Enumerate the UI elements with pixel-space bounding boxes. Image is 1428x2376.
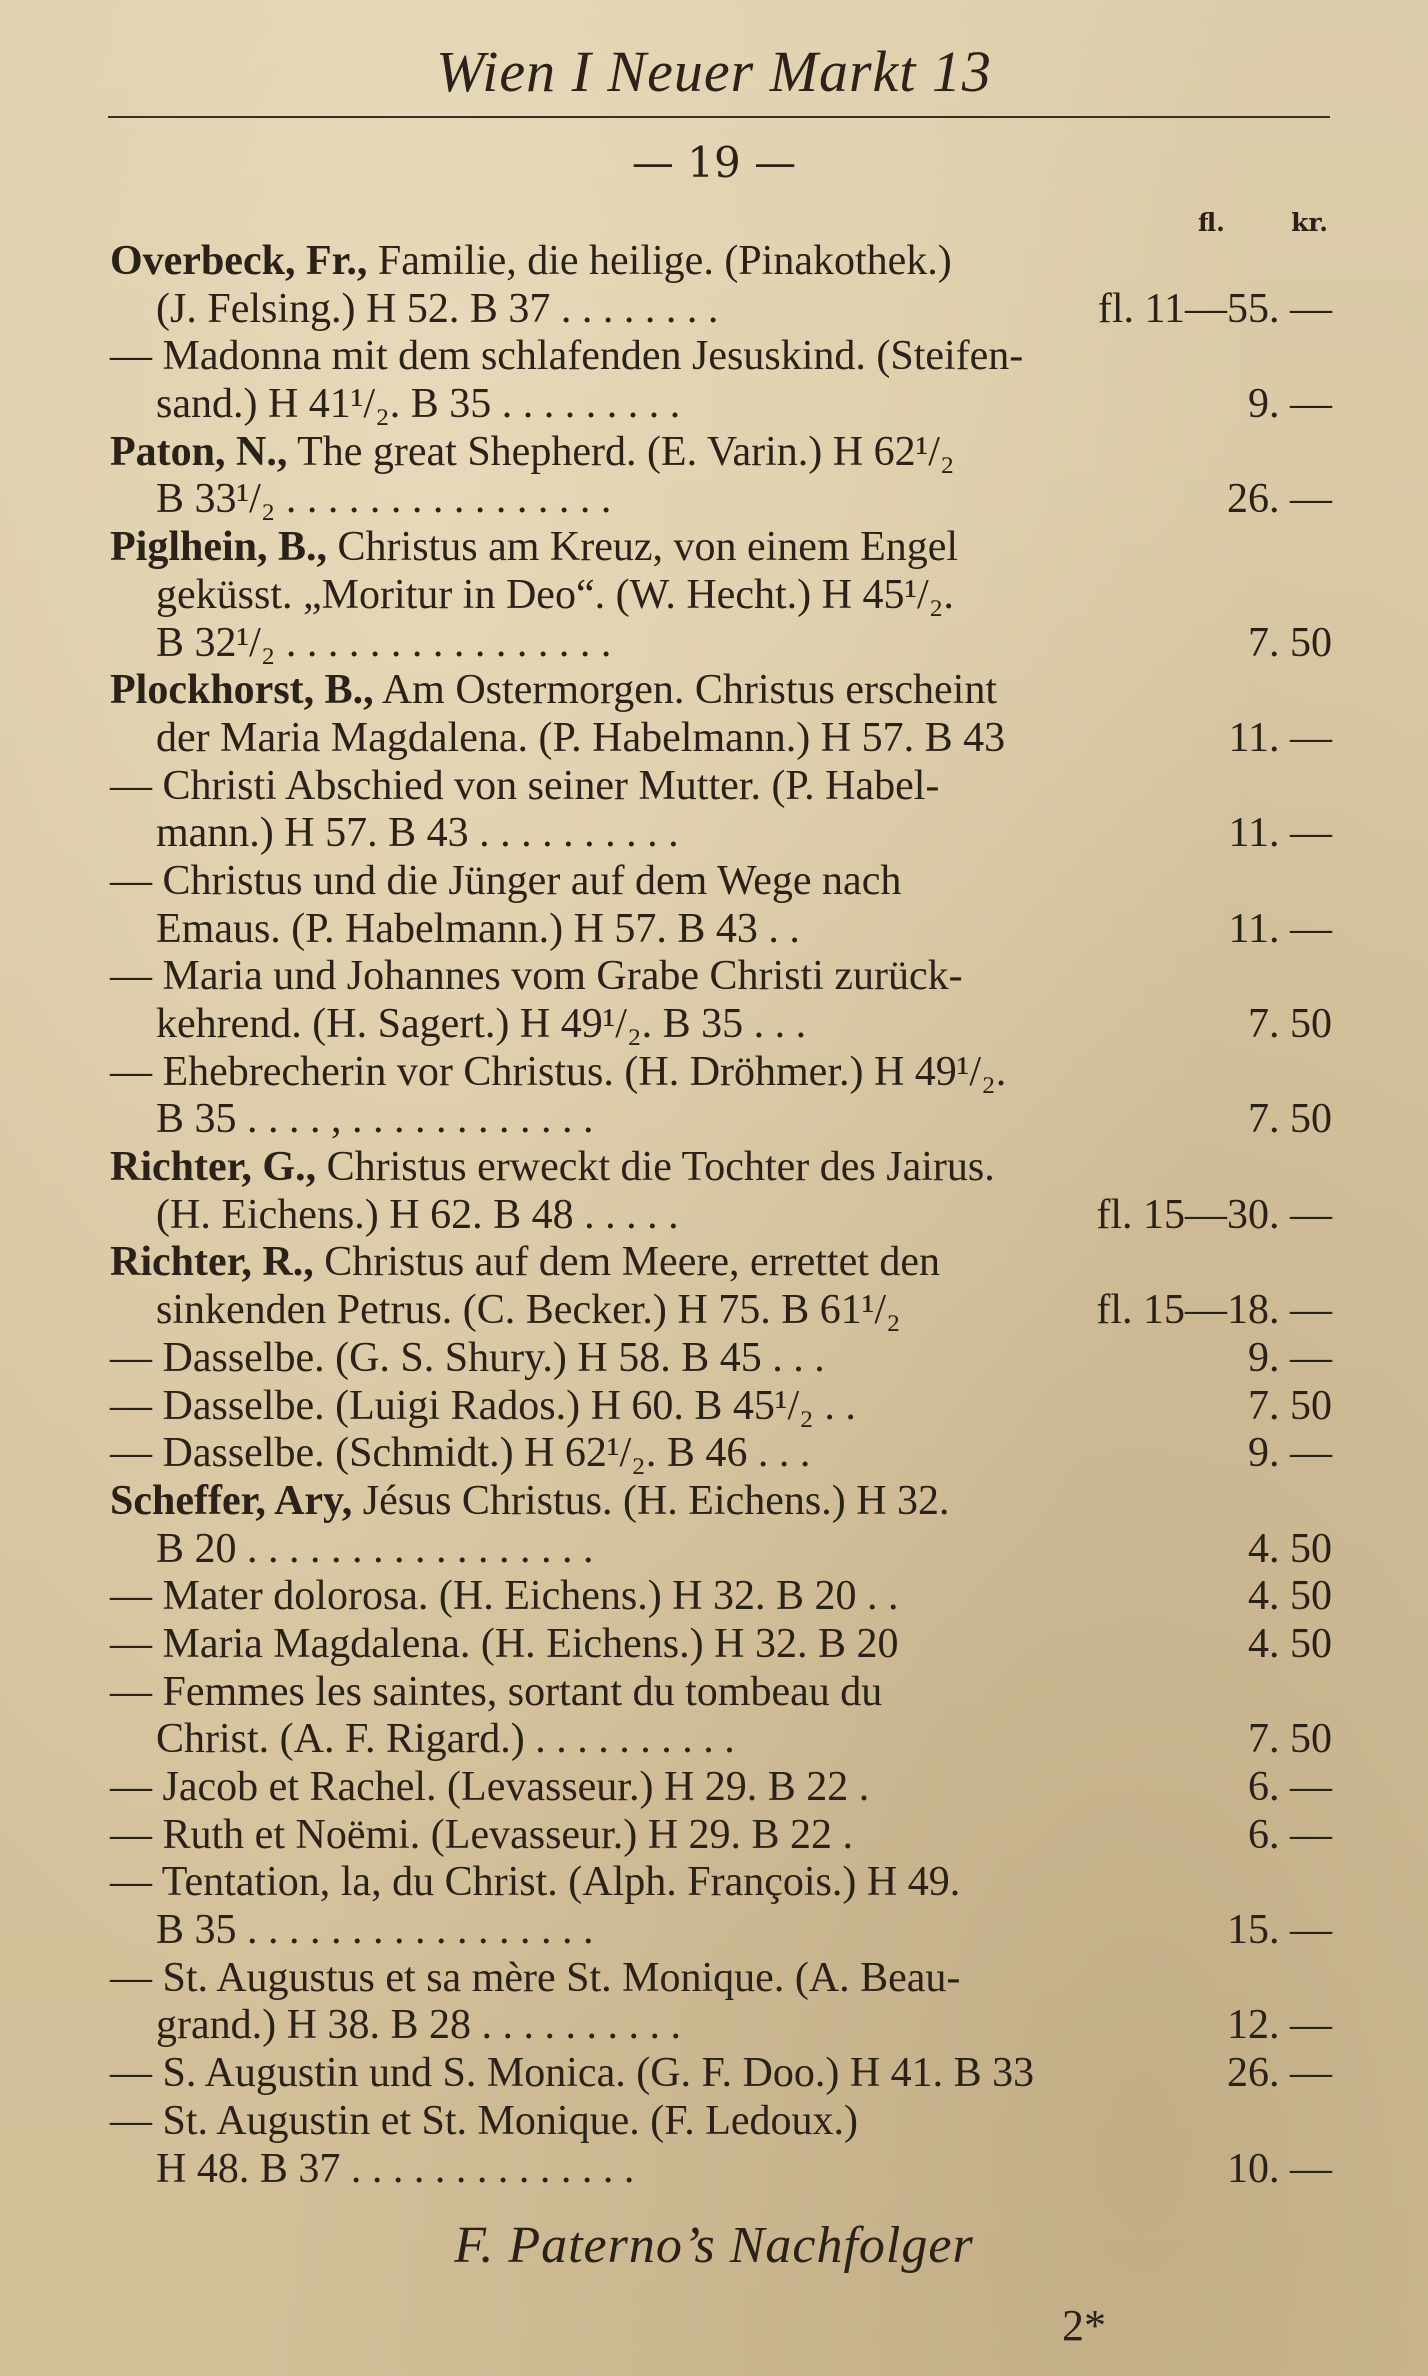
entry-title: — Dasselbe. (G. S. Shury.) H 58. B 45 . . . <box>110 1334 825 1381</box>
entry-text <box>110 763 939 811</box>
entry-text <box>110 1383 856 1431</box>
entry-price: 7. 50 <box>1248 619 1332 666</box>
entry-title: B 32¹/₂ . . . . . . . . . . . . . . . . <box>156 619 612 666</box>
catalog-line <box>110 1383 1332 1431</box>
entry-title: Am Ostermorgen. Christus erscheint <box>373 667 997 714</box>
entry-text <box>110 953 963 1001</box>
entry-text <box>156 1287 901 1335</box>
catalog-line <box>110 953 1332 1001</box>
catalog-line <box>110 667 1332 715</box>
entry-text <box>110 1955 960 2003</box>
entry-text <box>156 1192 679 1240</box>
catalog-line <box>110 476 1332 524</box>
catalog-line <box>110 238 1332 286</box>
catalog-line <box>110 1859 1332 1907</box>
entry-text <box>110 1144 995 1192</box>
entry-title: — Christus und die Jünger auf dem Wege nach <box>110 857 902 904</box>
catalog-line <box>110 620 1332 668</box>
entry-text <box>110 1764 869 1812</box>
entry-text <box>156 572 954 620</box>
entry-price: 6. — <box>1248 1764 1332 1810</box>
entry-title: B 35 . . . . . . . . . . . . . . . . . <box>156 1907 594 1954</box>
catalog-line <box>110 429 1332 477</box>
entry-title: — Jacob et Rachel. (Levasseur.) H 29. B 22 . <box>110 1764 870 1810</box>
entry-title: — Mater dolorosa. (H. Eichens.) H 32. B 20 . . <box>110 1573 899 1620</box>
catalog-line <box>110 1812 1332 1860</box>
catalog-line <box>110 1669 1332 1717</box>
entry-price: 26. — <box>1227 2050 1332 2097</box>
entry-price: 11. — <box>1228 905 1332 952</box>
entry-title: — Ruth et Noëmi. (Levasseur.) H 29. B 22 . <box>110 1811 854 1858</box>
signature-mark: 2* <box>1062 2301 1106 2350</box>
catalog-line <box>110 1478 1332 1526</box>
entry-text <box>110 1812 853 1860</box>
entry-title: Christus auf dem Meere, errettet den <box>313 1239 941 1286</box>
catalog-line <box>110 1621 1332 1669</box>
catalog-line <box>110 763 1332 811</box>
catalog-line <box>110 858 1332 906</box>
artist-name: Overbeck, Fr., <box>110 238 368 284</box>
entry-text <box>110 1335 825 1383</box>
entry-title: B 35 . . . . , . . . . . . . . . . . . <box>156 1096 594 1143</box>
entry-title: — St. Augustin et St. Monique. (F. Ledoux.) <box>110 2097 858 2144</box>
catalog-list <box>110 238 1332 2193</box>
entry-text <box>156 1001 806 1049</box>
catalog-line <box>110 715 1332 763</box>
entry-text <box>110 1478 950 1526</box>
entry-title: H 48. B 37 . . . . . . . . . . . . . . <box>156 2145 635 2192</box>
entry-price: fl. 11—55. — <box>1097 285 1332 332</box>
entry-title: Familie, die heilige. (Pinakothek.) <box>367 238 952 284</box>
entry-text <box>110 2050 1034 2098</box>
catalog-line <box>110 1287 1332 1335</box>
entry-text <box>110 667 997 715</box>
entry-text <box>110 1430 810 1478</box>
artist-name: Scheffer, Ary, <box>110 1477 353 1524</box>
catalog-line <box>110 1049 1332 1097</box>
catalog-line <box>110 2146 1332 2194</box>
catalog-line <box>110 1573 1332 1621</box>
entry-price: 4. 50 <box>1248 1573 1332 1620</box>
artist-name: Plockhorst, B., <box>110 667 374 714</box>
catalog-line <box>110 1192 1332 1240</box>
entry-price: 7. 50 <box>1248 1716 1332 1763</box>
catalog-line <box>110 1716 1332 1764</box>
catalog-line <box>110 1526 1332 1574</box>
entry-title: — Madonna mit dem schlafenden Jesuskind. (Steifen- <box>110 333 1024 380</box>
catalog-line <box>110 1335 1332 1383</box>
catalog-line <box>110 333 1332 381</box>
catalog-line <box>110 1430 1332 1478</box>
entry-text <box>110 858 901 906</box>
entry-title: (J. Felsing.) H 52. B 37 . . . . . . . . <box>156 285 719 332</box>
entry-title: mann.) H 57. B 43 . . . . . . . . . . <box>156 810 679 857</box>
entry-text <box>156 1716 735 1764</box>
entry-title: Jésus Christus. (H. Eichens.) H 32. <box>352 1477 950 1524</box>
entry-text <box>156 1096 594 1144</box>
entry-text <box>156 286 718 334</box>
page-number: — 19 — <box>631 138 797 187</box>
entry-price: 6. — <box>1248 1811 1332 1858</box>
entry-text <box>156 620 611 668</box>
entry-price: 4. 50 <box>1248 1525 1332 1572</box>
entry-text <box>156 715 1005 763</box>
entry-title: — St. Augustus et sa mère St. Monique. (A. Beau- <box>110 1954 961 2001</box>
entry-price: 9. — <box>1248 381 1332 428</box>
entry-text <box>110 524 958 572</box>
entry-title: grand.) H 38. B 28 . . . . . . . . . . <box>156 2002 681 2049</box>
artist-name: Piglhein, B., <box>110 524 328 571</box>
entry-text <box>110 1573 899 1621</box>
entry-price: 26. — <box>1227 476 1332 523</box>
entry-text <box>156 906 800 954</box>
catalog-line <box>110 1955 1332 2003</box>
entry-price: 4. 50 <box>1248 1620 1332 1667</box>
catalog-line <box>110 2098 1332 2146</box>
entry-title: — Maria Magdalena. (H. Eichens.) H 32. B 20 <box>110 1620 899 1667</box>
entry-title: B 33¹/₂ . . . . . . . . . . . . . . . . <box>156 476 612 523</box>
catalog-line <box>110 286 1332 334</box>
entry-title: — Dasselbe. (Schmidt.) H 62¹/₂. B 46 . . . <box>110 1430 811 1477</box>
entry-title: sinkenden Petrus. (C. Becker.) H 75. B 61¹/₂ <box>156 1287 901 1334</box>
entry-title: Emaus. (P. Habelmann.) H 57. B 43 . . <box>156 905 800 952</box>
entry-title: Christus erweckt die Tochter des Jairus. <box>316 1144 995 1191</box>
catalog-line <box>110 572 1332 620</box>
entry-title: — Christi Abschied von seiner Mutter. (P. Habel- <box>110 762 940 809</box>
entry-text <box>156 1907 594 1955</box>
entry-price: 11. — <box>1228 714 1332 761</box>
entry-price: 12. — <box>1227 2002 1332 2049</box>
entry-text <box>110 238 952 286</box>
entry-text <box>110 1049 1006 1097</box>
entry-text <box>110 2098 858 2146</box>
entry-price: 7. 50 <box>1248 1382 1332 1429</box>
entry-text <box>156 476 611 524</box>
entry-price: 10. — <box>1227 2145 1332 2192</box>
entry-price: 11. — <box>1228 810 1332 857</box>
catalog-line <box>110 2050 1332 2098</box>
catalog-line <box>110 524 1332 572</box>
entry-text <box>110 1239 940 1287</box>
catalog-line <box>110 1096 1332 1144</box>
entry-text <box>110 429 955 477</box>
entry-title: geküsst. „Moritur in Deo“. (W. Hecht.) H 45¹/₂. <box>156 571 954 618</box>
entry-title: — Femmes les saintes, sortant du tombeau du <box>110 1668 883 1715</box>
catalog-line <box>110 1144 1332 1192</box>
catalog-line <box>110 1239 1332 1287</box>
entry-title: Christ. (A. F. Rigard.) . . . . . . . . . . <box>156 1716 735 1763</box>
entry-title: — Dasselbe. (Luigi Rados.) H 60. B 45¹/₂ . . <box>110 1382 856 1429</box>
entry-title: (H. Eichens.) H 62. B 48 . . . . . <box>156 1191 679 1238</box>
page-header: Wien I Neuer Markt 13 <box>436 39 992 104</box>
entry-price: 9. — <box>1248 1334 1332 1381</box>
entry-text <box>110 333 1023 381</box>
catalog-line <box>110 906 1332 954</box>
entry-price: fl. 15—30. — <box>1096 1191 1332 1238</box>
entry-text <box>156 2002 681 2050</box>
artist-name: Paton, N., <box>110 428 288 475</box>
entry-title: kehrend. (H. Sagert.) H 49¹/₂. B 35 . . . <box>156 1001 807 1047</box>
artist-name: Richter, G., <box>110 1144 317 1191</box>
entry-title: — Tentation, la, du Christ. (Alph. François.) H 49. <box>110 1859 961 1906</box>
entry-price: 15. — <box>1227 1907 1332 1954</box>
catalog-line <box>110 1764 1332 1812</box>
entry-title: — Maria und Johannes vom Grabe Christi zurück- <box>110 953 963 1000</box>
artist-name: Richter, R., <box>110 1239 314 1286</box>
header-rule <box>108 116 1330 118</box>
entry-title: der Maria Magdalena. (P. Habelmann.) H 57. B 43 <box>156 714 1006 761</box>
entry-price: 7. 50 <box>1248 1096 1332 1143</box>
catalog-line <box>110 1001 1332 1049</box>
entry-text <box>156 381 680 429</box>
publisher-footer: F. Paterno’s Nachfolger <box>454 2217 974 2274</box>
entry-price: fl. 15—18. — <box>1096 1287 1332 1334</box>
entry-text <box>110 1669 882 1717</box>
catalog-line <box>110 1907 1332 1955</box>
catalog-line <box>110 381 1332 429</box>
entry-title: Christus am Kreuz, von einem Engel <box>327 524 959 571</box>
entry-text <box>110 1621 898 1669</box>
column-fl: fl. <box>1198 208 1225 237</box>
entry-title: B 20 . . . . . . . . . . . . . . . . . <box>156 1525 594 1572</box>
entry-title: The great Shepherd. (E. Varin.) H 62¹/₂ <box>287 428 955 475</box>
catalog-line <box>110 810 1332 858</box>
column-kr: kr. <box>1291 208 1328 237</box>
entry-text <box>156 2146 634 2194</box>
entry-title: — S. Augustin und S. Monica. (G. F. Doo.) H 41. B 33 <box>110 2050 1035 2097</box>
price-column-headers <box>1198 208 1328 237</box>
entry-price: 9. — <box>1248 1430 1332 1477</box>
entry-text <box>156 1526 594 1574</box>
entry-title: — Ehebrecherin vor Christus. (H. Dröhmer.) H 49¹/₂. <box>110 1048 1007 1095</box>
entry-text <box>156 810 679 858</box>
catalog-line <box>110 2002 1332 2050</box>
entry-price: 7. 50 <box>1248 1001 1332 1047</box>
entry-title: sand.) H 41¹/₂. B 35 . . . . . . . . . <box>156 381 681 428</box>
entry-text <box>110 1859 960 1907</box>
